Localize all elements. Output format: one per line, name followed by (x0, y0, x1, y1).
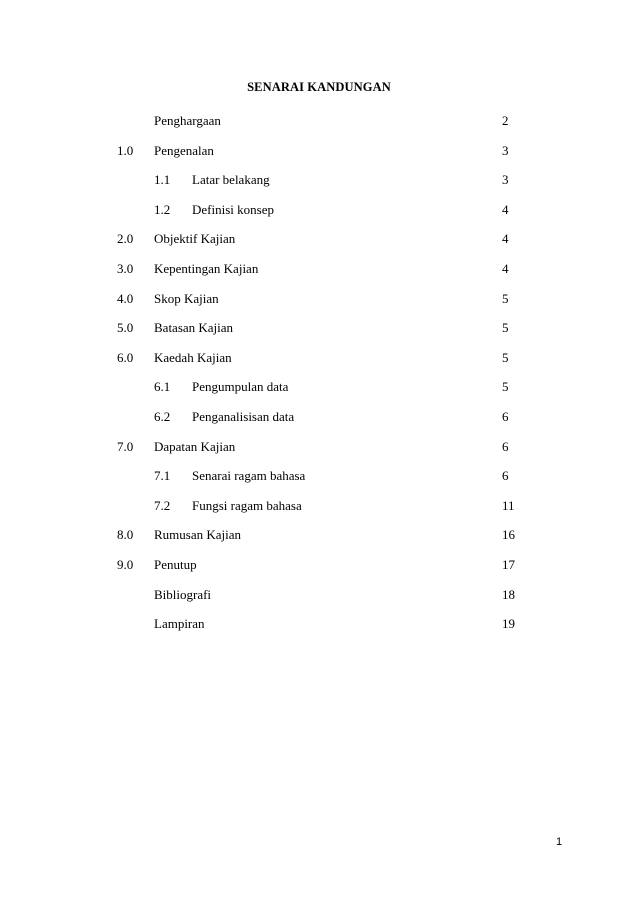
toc-page-number: 2 (502, 113, 509, 128)
toc-subsection-number: 7.1 (154, 468, 171, 484)
toc-section-number: 2.0 (117, 231, 134, 247)
toc-entry-label: Skop Kajian (154, 290, 219, 306)
toc-entry (0, 259, 638, 289)
toc-subsection-number: 1.2 (154, 201, 171, 217)
toc-entry (0, 437, 638, 467)
toc-section-number: 9.0 (117, 556, 134, 572)
toc-entry (0, 555, 638, 585)
toc-subsection-number: 6.1 (154, 379, 171, 395)
toc-section-number: 7.0 (117, 438, 134, 454)
footer-page-number: 1 (556, 836, 563, 848)
toc-entry-label: Pengenalan (154, 142, 214, 158)
toc-page-number: 5 (502, 320, 509, 336)
toc-entry-label: Batasan Kajian (154, 320, 234, 336)
toc-page-number: 19 (502, 616, 515, 632)
toc-entry (0, 111, 638, 141)
toc-page-number: 4 (502, 260, 509, 276)
toc-page-number: 6 (502, 468, 509, 484)
toc-page-number: 18 (502, 586, 515, 602)
toc-entry-label: Kepentingan Kajian (154, 260, 259, 276)
toc-page-number: 4 (502, 231, 509, 247)
toc-page-number: 4 (502, 201, 509, 217)
toc-entry (0, 377, 638, 407)
toc-entry-label: Fungsi ragam bahasa (192, 497, 302, 513)
toc-page-number: 11 (502, 497, 515, 513)
toc-entry (0, 466, 638, 496)
toc-entry-label: Kaedah Kajian (154, 349, 232, 365)
toc-page-number: 3 (502, 172, 509, 188)
toc-section-number: 5.0 (117, 320, 134, 336)
toc-entry (0, 407, 638, 437)
toc-entry (0, 496, 638, 526)
toc-entry-label: Definisi konsep (192, 201, 274, 217)
toc-entry-label: Rumusan Kajian (154, 527, 242, 543)
toc-page-number: 5 (502, 349, 509, 365)
toc-entry-label: Objektif Kajian (154, 231, 236, 247)
toc-section-number: 4.0 (117, 290, 134, 306)
toc-entry (0, 318, 638, 348)
toc-entry-label: Lampiran (154, 616, 205, 632)
toc-entry-label: Penutup (154, 556, 197, 572)
toc-page-number: 5 (502, 379, 509, 395)
toc-entry (0, 614, 638, 644)
toc-subsection-number: 7.2 (154, 497, 171, 513)
toc-section-number: 8.0 (117, 527, 134, 543)
toc-page-number: 3 (502, 142, 509, 158)
toc-section-number: 1.0 (117, 142, 134, 158)
toc-entry-label: Senarai ragam bahasa (192, 468, 306, 484)
toc-entry (0, 141, 638, 171)
toc-entry-label: Penganalisisan data (192, 408, 295, 424)
toc-entry-label: Penghargaan (154, 113, 221, 128)
toc-entry (0, 229, 638, 259)
toc-page-number: 6 (502, 408, 509, 424)
toc-page-number: 17 (502, 556, 515, 572)
toc-entry-label: Latar belakang (192, 172, 270, 188)
page-title: SENARAI KANDUNGAN (247, 80, 391, 94)
toc-section-number: 6.0 (117, 349, 134, 365)
toc-subsection-number: 6.2 (154, 408, 171, 424)
toc-page-number: 16 (502, 527, 515, 543)
toc-entry-label: Dapatan Kajian (154, 438, 236, 454)
toc-entry (0, 585, 638, 615)
toc-entry-label: Bibliografi (154, 586, 212, 602)
toc-page-number: 6 (502, 438, 509, 454)
toc-entry (0, 170, 638, 200)
toc-entry (0, 289, 638, 319)
toc-entry (0, 525, 638, 555)
toc-entry (0, 200, 638, 230)
toc-subsection-number: 1.1 (154, 172, 171, 188)
toc-entry (0, 348, 638, 378)
toc-section-number: 3.0 (117, 260, 134, 276)
toc-entry-label: Pengumpulan data (192, 379, 289, 395)
toc-page-number: 5 (502, 290, 509, 306)
table-of-contents (0, 111, 638, 644)
